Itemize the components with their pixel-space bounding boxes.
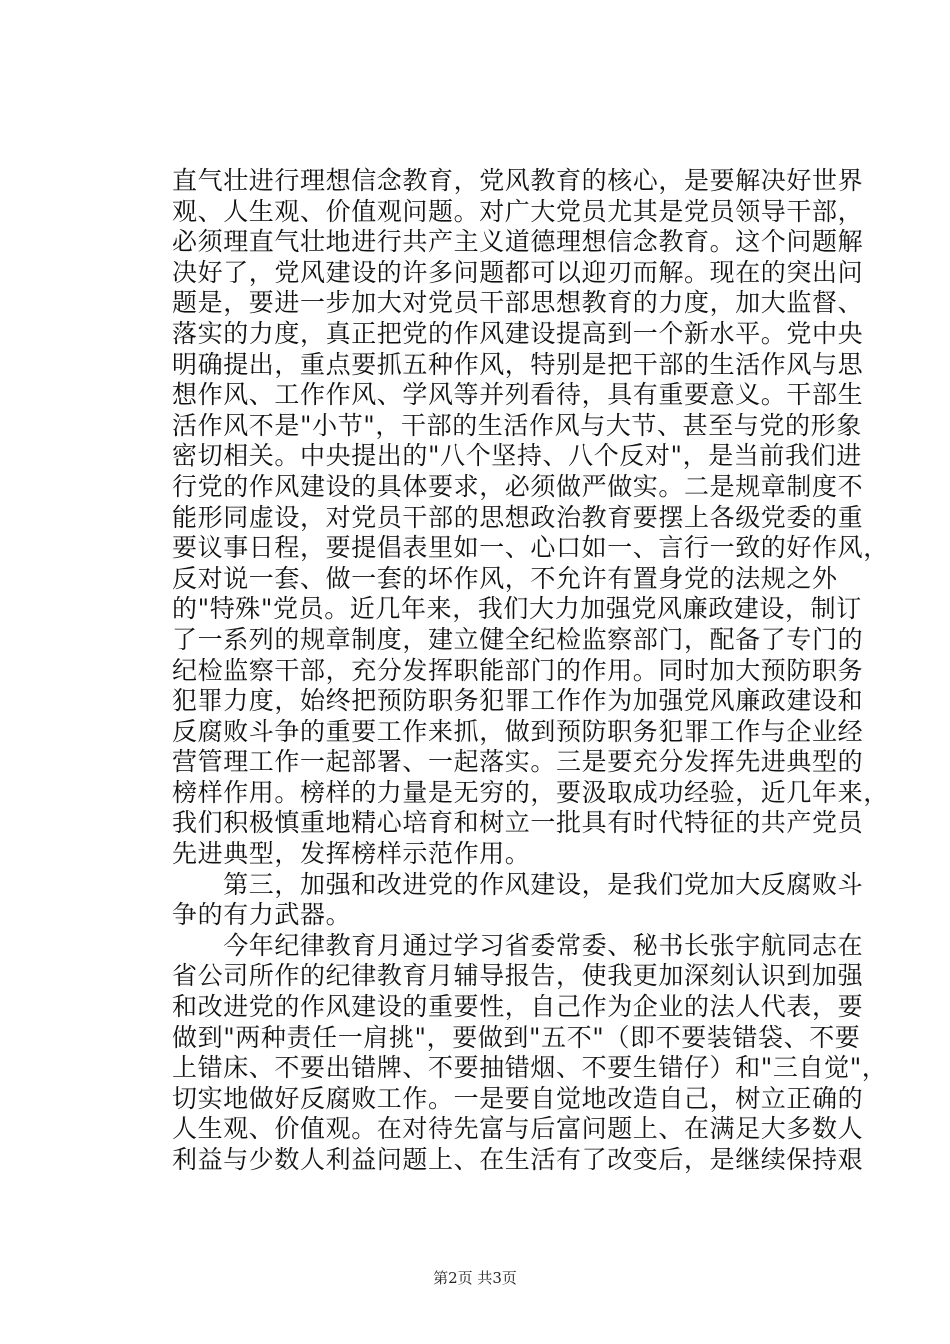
- text-line: 明确提出，重点要抓五种作风，特别是把干部的生活作风与思: [172, 349, 864, 379]
- text-line: 省公司所作的纪律教育月辅导报告，使我更加深刻认识到加强: [172, 961, 864, 991]
- text-line: 犯罪力度，始终把预防职务犯罪工作作为加强党风廉政建设和: [172, 686, 864, 716]
- text-line: 想作风、工作作风、学风等并列看待，具有重要意义。干部生: [172, 380, 864, 410]
- text-line: 要议事日程，要提倡表里如一、心口如一、言行一致的好作风，: [172, 533, 889, 563]
- text-line: 必须理直气壮地进行共产主义道德理想信念教育。这个问题解: [172, 227, 864, 257]
- paragraph-heading-line: 第三，加强和改进党的作风建设，是我们党加大反腐败斗: [172, 869, 864, 899]
- text-line: 的"特殊"党员。近几年来，我们大力加强党风廉政建设，制订: [172, 594, 862, 624]
- text-line: 利益与少数人利益问题上、在生活有了改变后，是继续保持艰: [172, 1145, 864, 1174]
- text-line: 活作风不是"小节"，干部的生活作风与大节、甚至与党的形象: [172, 410, 862, 440]
- text-line: 落实的力度，真正把党的作风建设提高到一个新水平。党中央: [172, 318, 864, 348]
- text-line: 上错床、不要出错牌、不要抽错烟、不要生错仔）和"三自觉"，: [172, 1053, 888, 1083]
- text-line: 榜样作用。榜样的力量是无穷的，要汲取成功经验，近几年来，: [172, 777, 889, 807]
- text-line: 题是，要进一步加大对党员干部思想教育的力度，加大监督、: [172, 288, 864, 318]
- text-line: 做到"两种责任一肩挑"，要做到"五不"（即不要装错袋、不要: [172, 1022, 861, 1052]
- paragraph-start-line: 今年纪律教育月通过学习省委常委、秘书长张宇航同志在: [172, 930, 864, 960]
- text-line: 反腐败斗争的重要工作来抓，做到预防职务犯罪工作与企业经: [172, 716, 864, 746]
- text-line: 争的有力武器。: [172, 900, 352, 930]
- body-text: [172, 166, 889, 1176]
- text-line: 纪检监察干部，充分发挥职能部门的作用。同时加大预防职务: [172, 655, 864, 685]
- text-line: 切实地做好反腐败工作。一是要自觉地改造自己，树立正确的: [172, 1083, 864, 1113]
- text-line: 密切相关。中央提出的"八个坚持、八个反对"，是当前我们进: [172, 441, 862, 471]
- text-line: 反对说一套、做一套的坏作风，不允许有置身党的法规之外: [172, 563, 838, 593]
- text-line: 决好了，党风建设的许多问题都可以迎刃而解。现在的突出问: [172, 257, 864, 287]
- text-line: 观、人生观、价值观问题。对广大党员尤其是党员领导干部，: [172, 196, 864, 226]
- page-number-footer: 第2页 共3页: [433, 1269, 517, 1287]
- text-line: 人生观、价值观。在对待先富与后富问题上、在满足大多数人: [172, 1114, 864, 1144]
- text-line: 直气壮进行理想信念教育，党风教育的核心，是要解决好世界: [172, 166, 864, 195]
- text-line: 能形同虚设，对党员干部的思想政治教育要摆上各级党委的重: [172, 502, 864, 532]
- text-line: 我们积极慎重地精心培育和树立一批具有时代特征的共产党员: [172, 808, 864, 838]
- text-line: 和改进党的作风建设的重要性，自己作为企业的法人代表，要: [172, 992, 864, 1022]
- text-line: 先进典型，发挥榜样示范作用。: [172, 839, 531, 869]
- text-line: 行党的作风建设的具体要求，必须做严做实。二是规章制度不: [172, 471, 864, 501]
- text-line: 营管理工作一起部署、一起落实。三是要充分发挥先进典型的: [172, 747, 864, 777]
- text-line: 了一系列的规章制度，建立健全纪检监察部门，配备了专门的: [172, 624, 864, 654]
